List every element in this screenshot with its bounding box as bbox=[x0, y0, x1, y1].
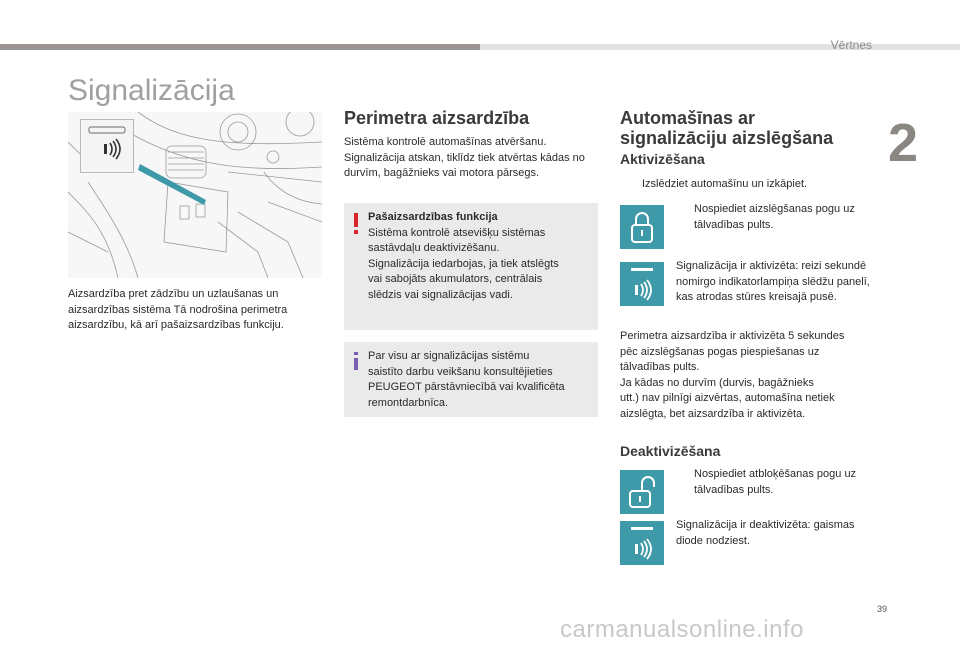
warning-line: sastāvdaļu deaktivizēšanu. bbox=[368, 242, 500, 254]
paragraph-line: pēc aizslēgšanas pogas piespiešanas uz bbox=[620, 345, 820, 358]
info-box bbox=[344, 342, 598, 417]
header-bar-light bbox=[480, 44, 960, 50]
perimeter-activation-paragraph bbox=[620, 329, 876, 422]
step-unlock-label: Nospiediet atbloķēšanas pogu uz tālvadības pults. bbox=[694, 468, 857, 496]
activated-text: Signalizācija ir aktivizēta: reizi sekundē nomirgo indikatorlampiņa slēdžu panelī, kas atrodas stūres kreisajā pusē. bbox=[676, 260, 870, 303]
perimeter-title: Perimetra aizsardzība bbox=[344, 108, 530, 128]
step-lock-text bbox=[676, 202, 876, 233]
step-switch-off bbox=[620, 177, 876, 193]
perimeter-text: Sistēma kontrolē automašīnas atvēršanu. Signalizācija atskan, tiklīdz tiek atvērtas kādas no durvīm, bagāžnieks vai motora pārsegs. bbox=[344, 136, 585, 179]
header-bar-dark bbox=[0, 44, 480, 50]
step-unlock bbox=[676, 467, 876, 498]
section-name: Vērtnes bbox=[830, 38, 872, 52]
alarm-led-icon bbox=[620, 262, 664, 306]
step-lock bbox=[676, 202, 876, 233]
warning-icon bbox=[354, 213, 358, 227]
alarm-button-icon bbox=[81, 120, 133, 172]
warning-line: vai sabojāts akumulators, centrālais bbox=[368, 273, 543, 285]
deactivated-text: Signalizācija ir deaktivizēta: gaismas diode nodziest. bbox=[676, 519, 855, 547]
step-unlock-text bbox=[676, 467, 876, 498]
info-line: saistīto darbu veikšanu konsultējieties bbox=[368, 365, 553, 378]
activation-title: Aktivizēšana bbox=[620, 151, 705, 167]
paragraph-line: utt.) nav pilnīgi aizvērtas, automašīna netiek bbox=[620, 392, 835, 404]
step-switch-off-text: Izslēdziet automašīnu un izkāpiet. bbox=[642, 178, 808, 190]
info-line: Par visu ar signalizācijas sistēmu bbox=[368, 350, 530, 362]
alarm-off-icon bbox=[620, 521, 664, 565]
lock-open-icon bbox=[620, 470, 664, 514]
deactivation-title: Deaktivizēšana bbox=[620, 443, 721, 459]
locking-title-line1: Automašīnas ar bbox=[620, 108, 756, 128]
locking-title-line2: signalizāciju aizslēgšana bbox=[620, 128, 834, 148]
info-icon-dot bbox=[354, 352, 358, 355]
info-line: PEUGEOT pārstāvniecībā vai kvalificēta bbox=[368, 381, 565, 393]
paragraph-line: Ja kādas no durvīm (durvis, bagāžnieks bbox=[620, 376, 814, 389]
paragraph-line: Perimetra aizsardzība ir aktivizēta 5 sekundes bbox=[620, 330, 845, 342]
warning-line: Sistēma kontrolē atsevišķu sistēmas bbox=[368, 226, 546, 239]
intro-text: Aizsardzība pret zādzību un uzlaušanas un aizsardzības sistēma Tā nodrošina perimetra aizsardzību, kā arī pašaizsardzības funkciju. bbox=[68, 288, 288, 331]
watermark: carmanualsonline.info bbox=[560, 616, 804, 643]
chapter-number: 2 bbox=[888, 113, 919, 173]
paragraph-line: tālvadības pults. bbox=[620, 361, 700, 373]
alarm-button-callout bbox=[80, 119, 134, 173]
warning-line: Signalizācija iedarbojas, ja tiek atslēgts bbox=[368, 257, 559, 270]
page-title: Signalizācija bbox=[68, 74, 235, 107]
warning-icon-dot bbox=[354, 230, 358, 234]
warning-line: slēdzis vai signalizācijas vadi. bbox=[368, 288, 513, 301]
warning-title: Pašaizsardzības funkcija bbox=[368, 211, 498, 223]
info-line: remontdarbnīca. bbox=[368, 396, 449, 409]
page-number: 39 bbox=[876, 604, 887, 614]
lock-closed-icon bbox=[620, 205, 664, 249]
warning-box bbox=[344, 203, 598, 330]
locking-title bbox=[620, 108, 880, 148]
info-icon bbox=[354, 358, 358, 370]
paragraph-line: aizslēgta, bet aizsardzība ir aktivizēta. bbox=[620, 407, 806, 420]
step-lock-label: Nospiediet aizslēgšanas pogu uz tālvadības pults. bbox=[694, 203, 855, 231]
